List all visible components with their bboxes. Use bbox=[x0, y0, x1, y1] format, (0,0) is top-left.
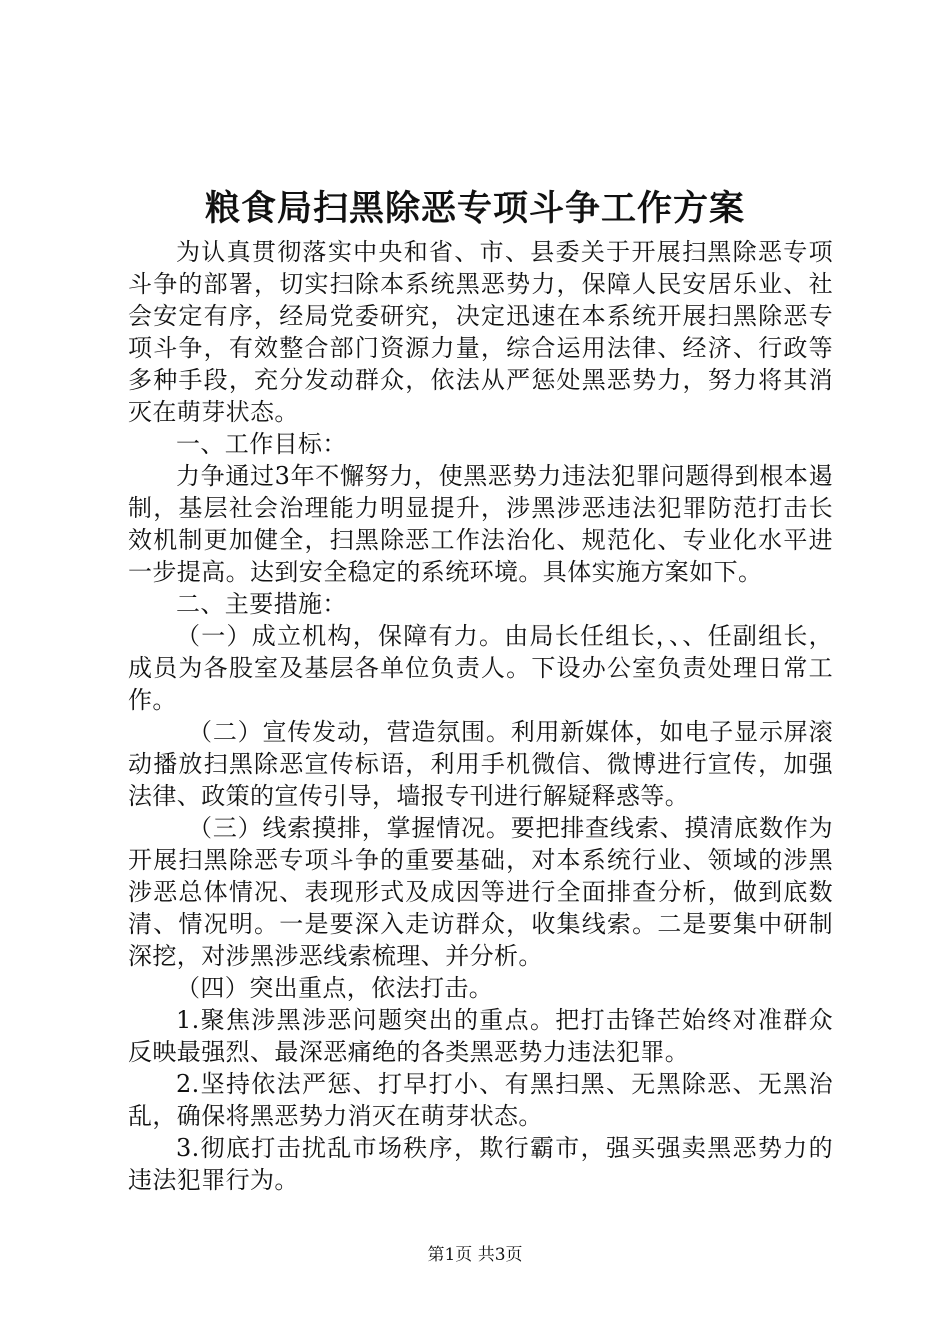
list-item-1: 1.聚焦涉黑涉恶问题突出的重点。把打击锋芒始终对准群众反映最强烈、最深恶痛绝的各类黑恶势力违法犯罪。 bbox=[128, 1006, 833, 1066]
page-footer: 第1页 共3页 bbox=[427, 1245, 523, 1265]
paragraph-measure-4: （四）突出重点，依法打击。 bbox=[176, 974, 494, 1002]
paragraph-measure-3: （三）线索摸排，掌握情况。要把排查线索、摸清底数作为开展扫黑除恶专项斗争的重要基础，对本系统行业、领域的涉黑涉恶总体情况、表现形式及成因等进行全面排查分析，做到底数清、情况明。一是要深入走访群众，收集线索。二是要集中研制深挖，对涉黑涉恶线索梳理、并分析。 bbox=[128, 814, 833, 970]
heading-main-measures: 二、主要措施： bbox=[176, 590, 347, 618]
paragraph-measure-1: （一）成立机构，保障有力。由局长任组长，、、任副组长，成员为各股室及基层各单位负责人。下设办公室负责处理日常工作。 bbox=[128, 622, 833, 714]
list-item-3: 3.彻底打击扰乱市场秩序，欺行霸市，强买强卖黑恶势力的违法犯罪行为。 bbox=[128, 1134, 833, 1194]
paragraph-measure-2: （二）宣传发动，营造氛围。利用新媒体，如电子显示屏滚动播放扫黑除恶宣传标语，利用手机微信、微博进行宣传，加强法律、政策的宣传引导，墙报专刊进行解疑释惑等。 bbox=[128, 718, 833, 810]
paragraph-intro: 为认真贯彻落实中央和省、市、县委关于开展扫黑除恶专项斗争的部署，切实扫除本系统黑恶势力，保障人民安居乐业、社会安定有序，经局党委研究，决定迅速在本系统开展扫黑除恶专项斗争，有效整合部门资源力量，综合运用法律、经济、行政等多种手段，充分发动群众，依法从严惩处黑恶势力，努力将其消灭在萌芽状态。 bbox=[128, 238, 833, 426]
heading-work-goals: 一、工作目标： bbox=[176, 430, 347, 458]
document-body bbox=[128, 236, 833, 1196]
paragraph-goals: 力争通过3年不懈努力，使黑恶势力违法犯罪问题得到根本遏制，基层社会治理能力明显提升，涉黑涉恶违法犯罪防范打击长效机制更加健全，扫黑除恶工作法治化、规范化、专业化水平进一步提高。达到安全稳定的系统环境。具体实施方案如下。 bbox=[128, 462, 833, 586]
list-item-2: 2.坚持依法严惩、打早打小、有黑扫黑、无黑除恶、无黑治乱，确保将黑恶势力消灭在萌芽状态。 bbox=[128, 1070, 833, 1130]
document-title: 粮食局扫黑除恶专项斗争工作方案 bbox=[204, 188, 745, 229]
